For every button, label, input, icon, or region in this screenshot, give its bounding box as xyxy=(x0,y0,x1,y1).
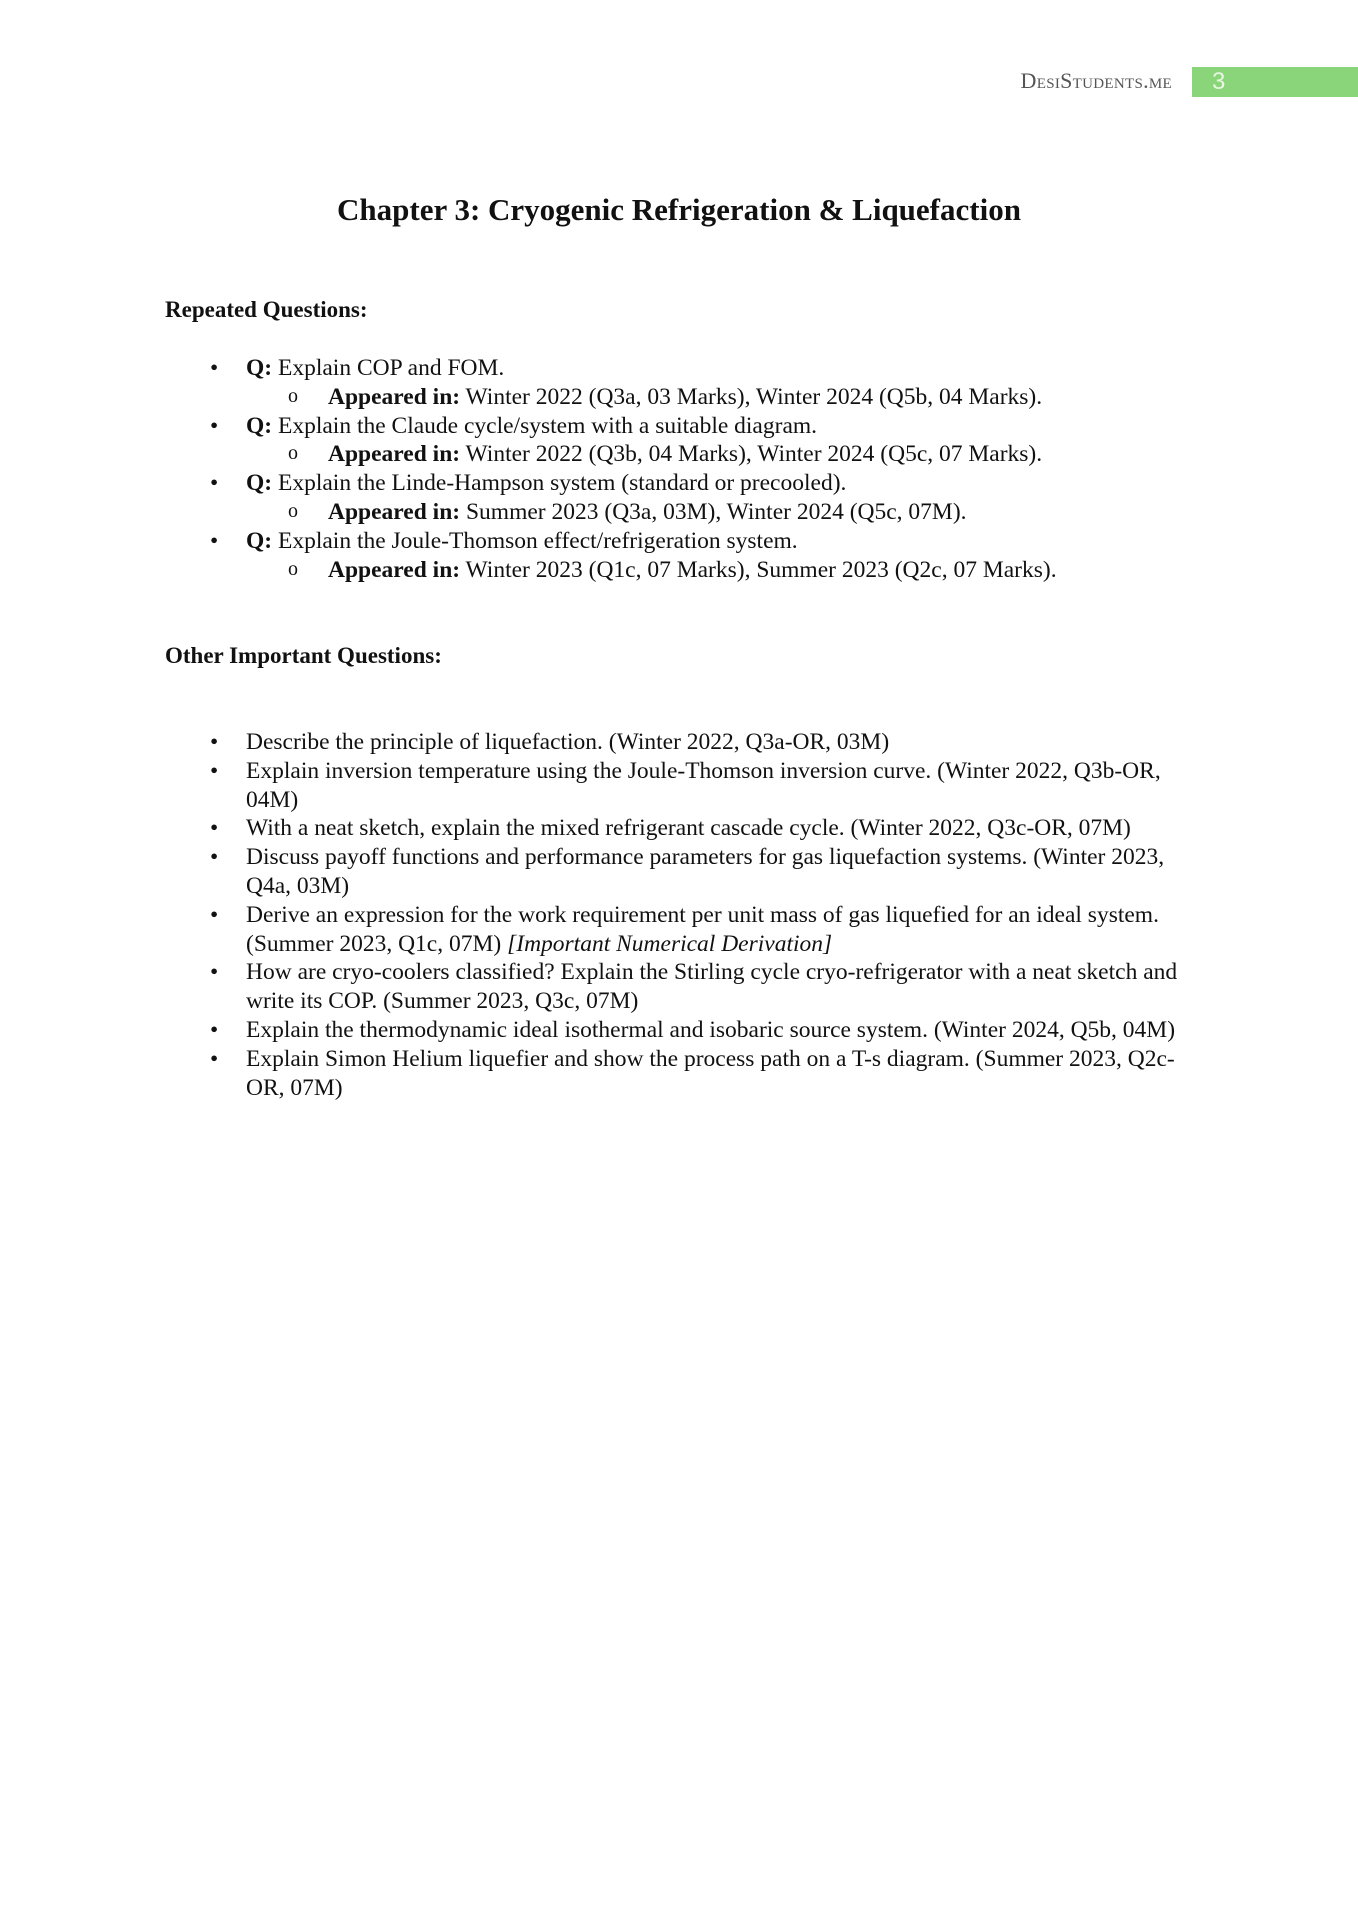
list-item xyxy=(210,498,1195,527)
appeared-text: Summer 2023 (Q3a, 03M), Winter 2024 (Q5c, 07M). xyxy=(460,498,967,525)
question-text: Explain the Joule-Thomson effect/refrigeration system. xyxy=(272,527,798,554)
q-label: Q: xyxy=(246,470,273,497)
other-questions-heading: Other Important Questions: xyxy=(165,643,442,668)
q-label: Q: xyxy=(246,412,273,439)
question-text: Explain the Claude cycle/system with a suitable diagram. xyxy=(272,412,818,439)
list-item: • How are cryo-coolers classified? Explain the Stirling cycle cryo-refrigerator with a neat sketch and write its COP. (Summer 2023, Q3c, 07M) xyxy=(210,958,1195,1016)
question-text: Explain COP and FOM. xyxy=(272,355,505,381)
chapter-title: Chapter 3: Cryogenic Refrigeration & Liquefaction xyxy=(337,192,1021,227)
appeared-text: Winter 2023 (Q1c, 07 Marks), Summer 2023 (Q2c, 07 Marks). xyxy=(460,556,1057,583)
header-site-name: DesiStudents.me xyxy=(1020,68,1172,93)
page-number: 3 xyxy=(1192,67,1358,97)
appeared-label: Appeared in: xyxy=(328,441,461,468)
question-text: Explain the Linde-Hampson system (standard or precooled). xyxy=(272,470,847,497)
list-item: • Explain inversion temperature using the Joule-Thomson inversion curve. (Winter 2022, Q3b-OR, 04M) xyxy=(210,757,1195,815)
list-item xyxy=(210,412,1195,441)
appeared-label: Appeared in: xyxy=(328,556,461,583)
list-item: • Explain Simon Helium liquefier and show the process path on a T-s diagram. (Summer 2023, Q2c-OR, 07M) xyxy=(210,1045,1195,1103)
list-item: • Discuss payoff functions and performance parameters for gas liquefaction systems. (Winter 2023, Q4a, 03M) xyxy=(210,843,1195,901)
list-item xyxy=(210,556,1195,585)
item-text: Derive an expression for the work requirement per unit mass of gas liquefied for an ideal system. (Summer 2023, Q1c, 07M) xyxy=(246,901,1159,957)
list-item xyxy=(210,354,1195,383)
q-label: Q: xyxy=(246,527,273,554)
list-item xyxy=(210,469,1195,498)
repeated-questions-list xyxy=(210,354,1195,584)
appeared-text: Winter 2022 (Q3a, 03 Marks), Winter 2024 (Q5b, 04 Marks). xyxy=(460,383,1043,410)
important-note: [Important Numerical Derivation] xyxy=(507,930,833,957)
list-item: • With a neat sketch, explain the mixed refrigerant cascade cycle. (Winter 2022, Q3c-OR, 07M) xyxy=(210,814,1195,843)
list-item: • Explain the thermodynamic ideal isothermal and isobaric source system. (Winter 2024, Q5b, 04M) xyxy=(210,1016,1195,1045)
q-label: Q: xyxy=(246,355,273,381)
list-item: • Describe the principle of liquefaction. (Winter 2022, Q3a-OR, 03M) xyxy=(210,728,1195,757)
appeared-label: Appeared in: xyxy=(328,383,461,410)
appeared-text: Winter 2022 (Q3b, 04 Marks), Winter 2024 (Q5c, 07 Marks). xyxy=(460,441,1043,468)
repeated-questions-heading: Repeated Questions: xyxy=(165,297,368,322)
other-questions-list xyxy=(210,728,1195,1102)
list-item xyxy=(210,440,1195,469)
list-item xyxy=(210,527,1195,556)
list-item xyxy=(210,901,1195,959)
appeared-label: Appeared in: xyxy=(328,498,461,525)
list-item xyxy=(210,383,1195,412)
